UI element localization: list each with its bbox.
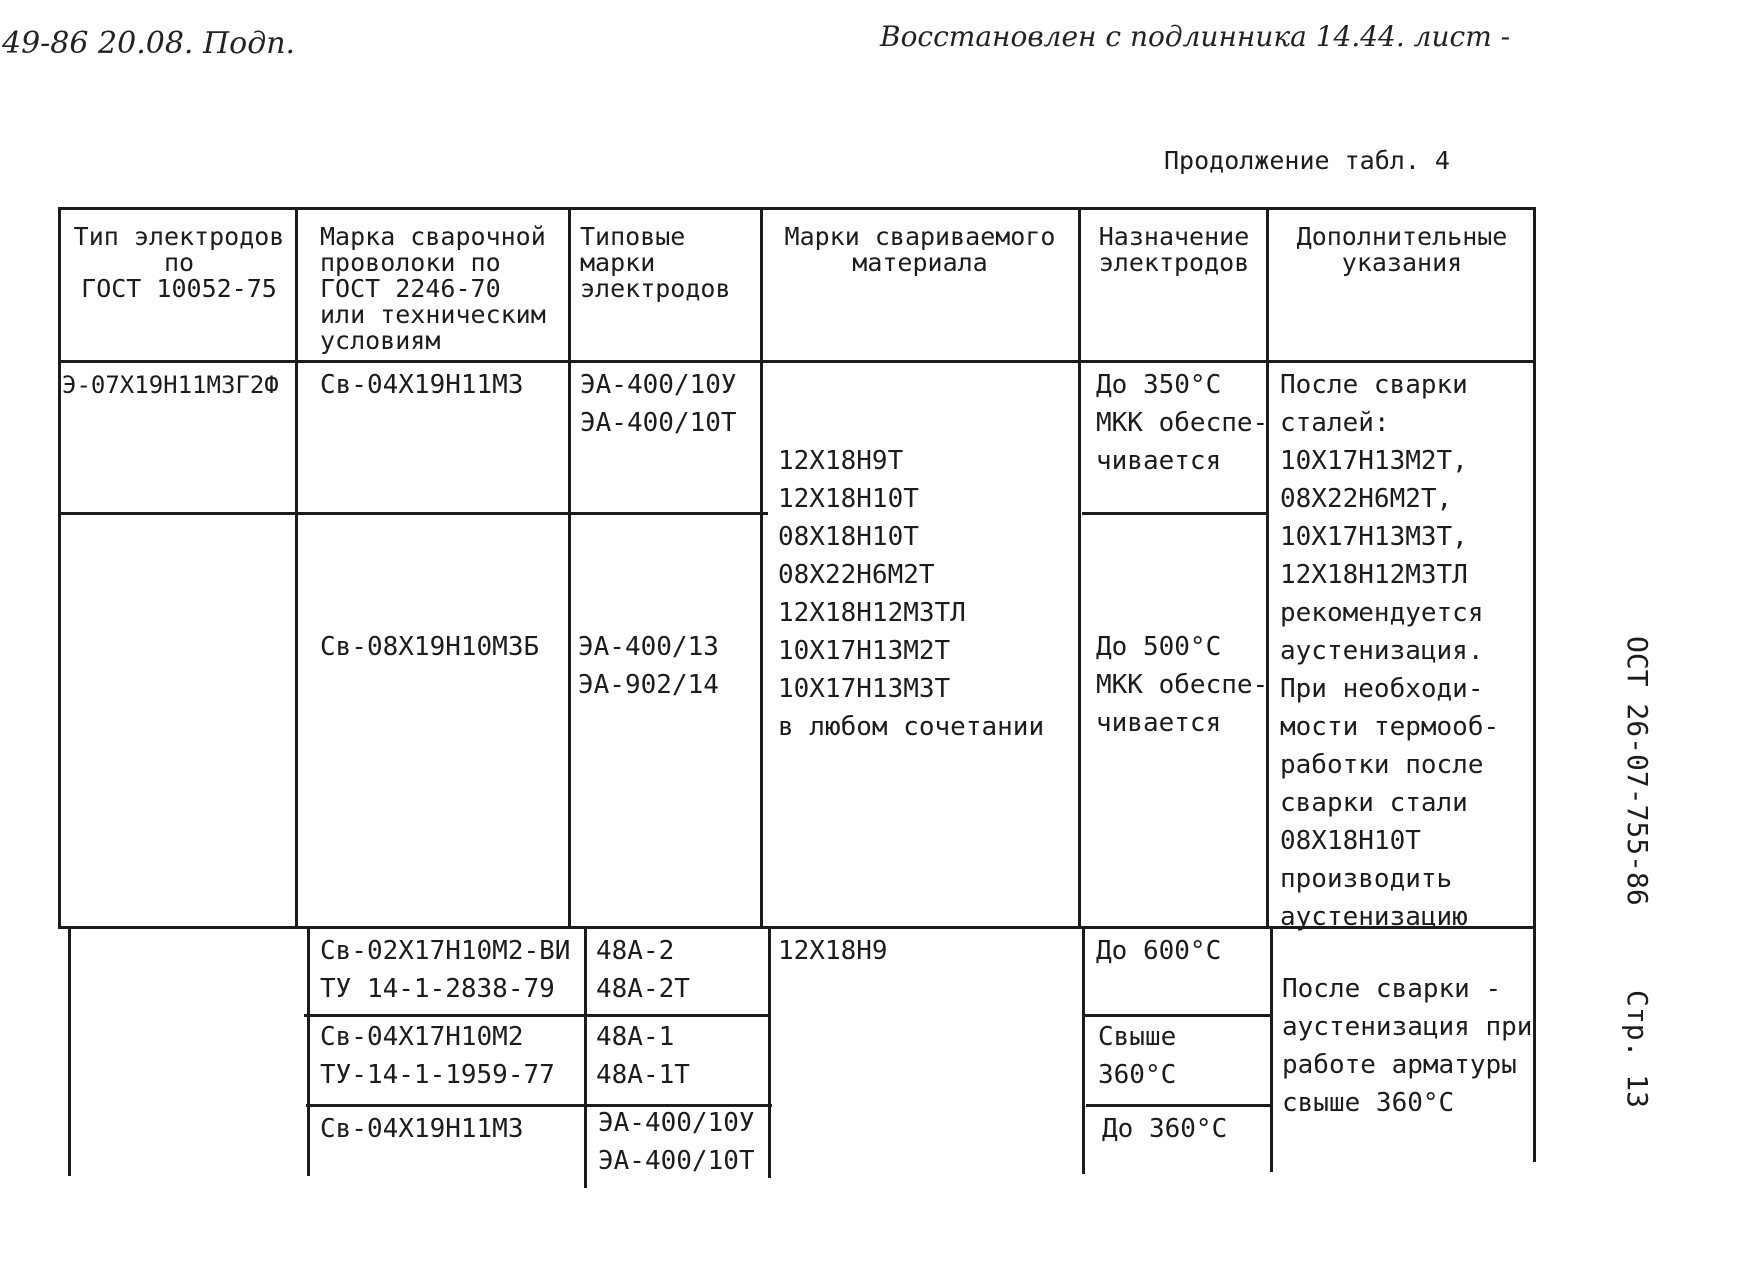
row5-purpose: До 360°С	[1102, 1114, 1228, 1144]
row4-wire-grade: Св-04Х17Н10М2 ТУ-14-1-1959-77	[320, 1022, 555, 1090]
row3-bottom-border-purpose	[1084, 1014, 1272, 1017]
row4-bottom-border-purpose	[1086, 1104, 1272, 1107]
header-wire-grade: Марка сварочной проволоки по ГОСТ 2246-70 или техническим условиям	[320, 222, 546, 355]
handwritten-note-left: 49-86 20.08. Подп.	[2, 26, 296, 61]
row3-bottom-border-left	[304, 1014, 770, 1017]
col2-divider-lower	[307, 926, 310, 1176]
row1-bottom-border-purpose	[1082, 512, 1269, 515]
row2-purpose: До 500°С МКК обеспе- чивается	[1096, 632, 1269, 738]
col5-divider-lower	[1082, 926, 1085, 1174]
header-bottom-border	[58, 360, 1536, 363]
col4-divider	[760, 207, 763, 927]
page-number: Стр. 13	[1621, 990, 1654, 1109]
materials-list-a: 12Х18Н9Т 12Х18Н10Т 08Х18Н10Т 08Х22Н6М2Т 12Х18Н12М3ТЛ 10Х17Н13М2Т 10Х17Н13М3Т в любом сочетании	[778, 446, 1045, 742]
col3-divider-lower	[584, 926, 587, 1188]
row2-electrodes: ЭА-400/13 ЭА-902/14	[578, 632, 719, 700]
row4-purpose: Свыше 360°С	[1098, 1022, 1177, 1090]
row3-material: 12Х18Н9	[778, 936, 888, 966]
table-right-border-lower	[1533, 926, 1536, 1162]
handwritten-note-right: Восстановлен с подлинника 14.44. лист -	[880, 20, 1511, 53]
row1-purpose: До 350°С МКК обеспе- чивается	[1096, 370, 1269, 476]
header-additional-notes: Дополнительные указания	[1296, 222, 1508, 277]
col4-divider-lower	[768, 926, 771, 1178]
table-top-border	[58, 207, 1536, 210]
table-caption: Продолжение табл. 4	[1164, 146, 1450, 175]
row3-purpose: До 600°С	[1096, 936, 1222, 966]
row3-wire-grade: Св-02Х17Н10М2-ВИ ТУ 14-1-2838-79	[320, 936, 571, 1004]
row4-electrodes: 48А-1 48А-1Т	[596, 1022, 690, 1090]
row1-wire-grade: Св-04Х19Н11М3	[320, 370, 524, 400]
col3-divider	[568, 207, 571, 927]
row1-electrode-type: Э-07Х19Н11М3Г2Ф	[62, 371, 279, 399]
notes-a: После сварки сталей: 10Х17Н13М2Т, 08Х22Н6М2Т, 10Х17Н13М3Т, 12Х18Н12М3ТЛ рекомендуется аустенизация. При необходи- мости термооб- работки после сварки стали 08Х18Н10Т производить аустенизацию	[1280, 370, 1500, 932]
header-purpose: Назначение электродов	[1098, 222, 1250, 277]
table-left-border-lower	[68, 926, 71, 1176]
col6-divider	[1266, 207, 1269, 927]
header-electrode-type: Тип электродов по ГОСТ 10052-75	[73, 222, 285, 303]
row1-bottom-border-left	[58, 512, 768, 515]
row3-electrodes: 48А-2 48А-2Т	[596, 936, 690, 1004]
row5-electrodes: ЭА-400/10У ЭА-400/10Т	[598, 1108, 755, 1176]
col2-divider	[295, 207, 298, 927]
col6-divider-lower	[1270, 926, 1273, 1172]
row2-wire-grade: Св-08Х19Н10М3Б	[320, 632, 540, 662]
header-material-grades: Марки свариваемого материала	[784, 222, 1056, 277]
row5-wire-grade: Св-04Х19Н11М3	[320, 1114, 524, 1144]
col5-divider	[1078, 207, 1081, 927]
row1-electrodes: ЭА-400/10У ЭА-400/10Т	[580, 370, 737, 438]
notes-b: После сварки - аустенизация при работе арматуры свыше 360°С	[1282, 974, 1533, 1118]
header-typical-electrodes: Типовые марки электродов	[580, 222, 731, 303]
document-code: ОСТ 26-07-755-86	[1621, 636, 1654, 906]
table-left-border	[58, 207, 61, 927]
table-right-border	[1533, 207, 1536, 927]
